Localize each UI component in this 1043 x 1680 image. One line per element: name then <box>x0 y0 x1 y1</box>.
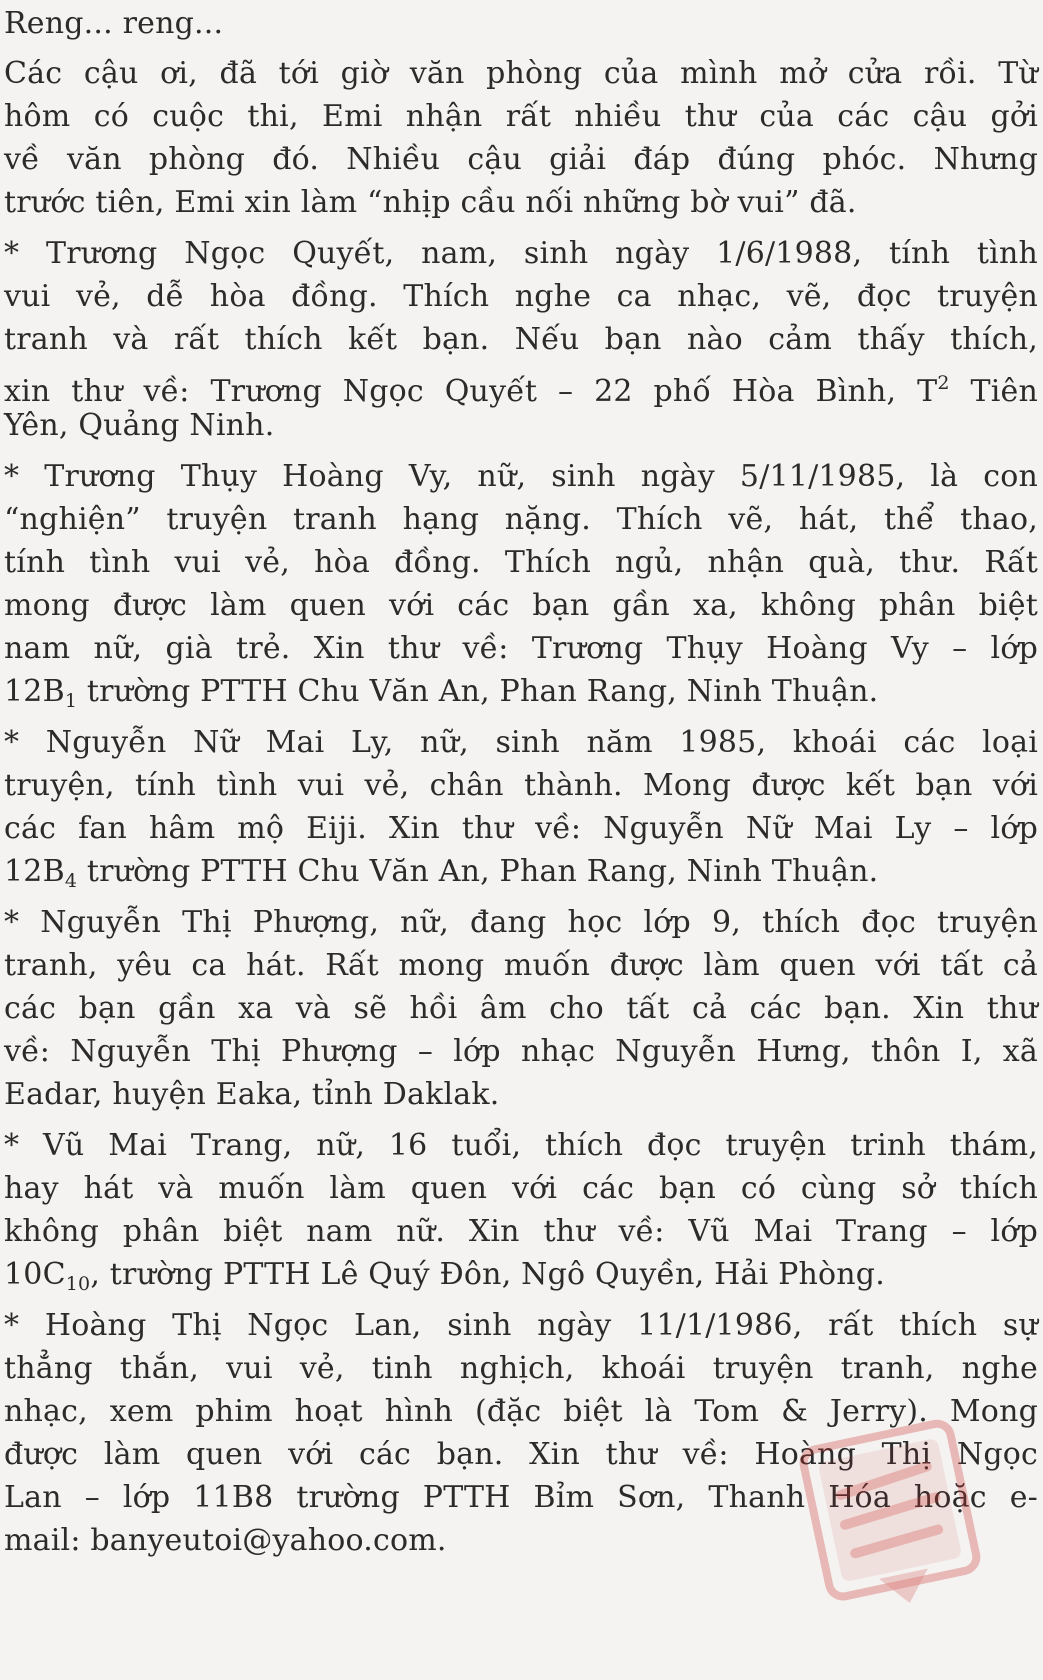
entry-3-line: truyện, tính tình vui vẻ, chân thành. Mong được kết bạn với <box>4 768 1038 803</box>
subscript: 4 <box>64 870 78 892</box>
entry-2-line: mong được làm quen với các bạn gần xa, không phân biệt <box>4 588 1038 623</box>
entry-6-line: Lan – lớp 11B8 trường PTTH Bỉm Sơn, Thanh Hóa hoặc e- <box>4 1480 1038 1515</box>
entry-1-address-end: Tiên <box>949 374 1039 409</box>
entry-6-line: mail: banyeutoi@yahoo.com. <box>4 1523 447 1558</box>
entry-4-line: * Nguyễn Thị Phượng, nữ, đang học lớp 9, thích đọc truyện <box>4 905 1038 940</box>
entry-2-line: tính tình vui vẻ, hòa đồng. Thích ngủ, nhận quà, thư. Rất <box>4 545 1038 580</box>
entry-1-address: xin thư về: Trương Ngọc Quyết – 22 phố Hòa Bình, T <box>4 374 938 409</box>
entry-2-line <box>4 670 878 723</box>
entry-6-line: được làm quen với các bạn. Xin thư về: Hoàng Thị Ngọc <box>4 1437 1038 1472</box>
entry-6-line: * Hoàng Thị Ngọc Lan, sinh ngày 11/1/1986, rất thích sự <box>4 1308 1038 1343</box>
entry-6-line: thẳng thắn, vui vẻ, tinh nghịch, khoái truyện tranh, nghe <box>4 1351 1038 1386</box>
entry-4-line: các bạn gần xa và sẽ hồi âm cho tất cả các bạn. Xin thư <box>4 991 1038 1026</box>
entry-1-line: vui vẻ, dễ hòa đồng. Thích nghe ca nhạc, vẽ, đọc truyện <box>4 279 1038 314</box>
intro-line: về văn phòng đó. Nhiều cậu giải đáp đúng phóc. Nhưng <box>4 142 1038 177</box>
entry-5-line: * Vũ Mai Trang, nữ, 16 tuổi, thích đọc truyện trinh thám, <box>4 1128 1038 1163</box>
entry-1-line: Yên, Quảng Ninh. <box>4 408 275 443</box>
school-text: trường PTTH Chu Văn An, Phan Rang, Ninh Thuận. <box>77 854 879 889</box>
entry-3-line: * Nguyễn Nữ Mai Ly, nữ, sinh năm 1985, khoái các loại <box>4 725 1038 760</box>
intro-line: Các cậu ơi, đã tới giờ văn phòng của mình mở cửa rồi. Từ <box>4 56 1038 91</box>
school-text: trường PTTH Chu Văn An, Phan Rang, Ninh Thuận. <box>77 674 879 709</box>
entry-4-line: về: Nguyễn Thị Phượng – lớp nhạc Nguyễn Hưng, thôn I, xã <box>4 1034 1038 1069</box>
entry-5-line: hay hát và muốn làm quen với các bạn có cùng sở thích <box>4 1171 1038 1206</box>
entry-6-line: nhạc, xem phim hoạt hình (đặc biệt là Tom & Jerry). Mong <box>4 1394 1038 1429</box>
entry-1-line: tranh và rất thích kết bạn. Nếu bạn nào cảm thấy thích, <box>4 322 1038 357</box>
subscript: 1 <box>64 690 78 712</box>
intro-line: trước tiên, Emi xin làm “nhịp cầu nối những bờ vui” đã. <box>4 185 857 220</box>
entry-5-line <box>4 1253 885 1306</box>
entry-5-line: không phân biệt nam nữ. Xin thư về: Vũ Mai Trang – lớp <box>4 1214 1038 1249</box>
class-label: 12B <box>4 674 65 709</box>
intro-line: hôm có cuộc thi, Emi nhận rất nhiều thư của các cậu gởi <box>4 99 1038 134</box>
entry-3-line <box>4 850 878 903</box>
entry-2-line: “nghiện” truyện tranh hạng nặng. Thích vẽ, hát, thể thao, <box>4 502 1038 537</box>
intro-line: Reng... reng... <box>4 6 224 41</box>
entry-3-line: các fan hâm mộ Eiji. Xin thư về: Nguyễn Nữ Mai Ly – lớp <box>4 811 1038 846</box>
stamp-logo-icon <box>786 1415 996 1615</box>
entry-4-line: tranh, yêu ca hát. Rất mong muốn được làm quen với tất cả <box>4 948 1038 983</box>
class-label: 10C <box>4 1257 66 1292</box>
class-label: 12B <box>4 854 65 889</box>
entry-2-line: nam nữ, già trẻ. Xin thư về: Trương Thụy Hoàng Vy – lớp <box>4 631 1038 666</box>
entry-4-line: Eadar, huyện Eaka, tỉnh Daklak. <box>4 1077 500 1112</box>
subscript: 10 <box>65 1273 91 1295</box>
superscript: 2 <box>937 372 950 394</box>
school-text: , trường PTTH Lê Quý Đôn, Ngô Quyền, Hải Phòng. <box>90 1257 885 1292</box>
entry-2-line: * Trương Thụy Hoàng Vy, nữ, sinh ngày 5/11/1985, là con <box>4 459 1038 494</box>
entry-1-line: * Trương Ngọc Quyết, nam, sinh ngày 1/6/1988, tính tình <box>4 236 1038 271</box>
